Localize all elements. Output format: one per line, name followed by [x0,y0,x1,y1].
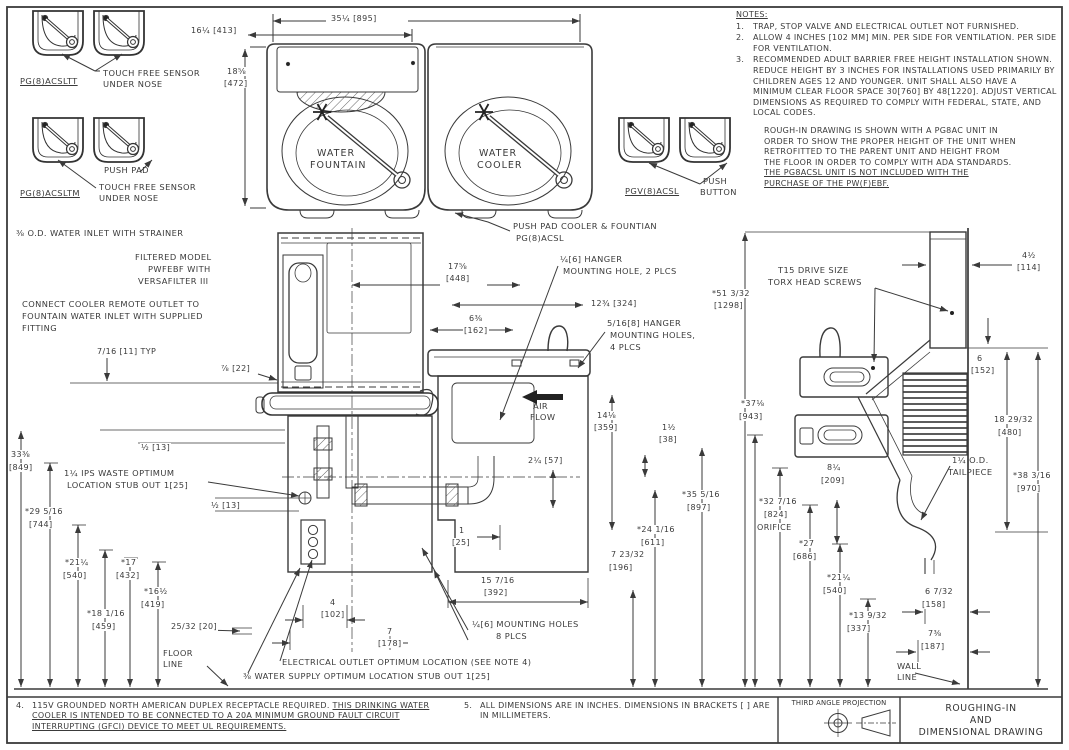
dim-25-in: 1 [459,526,465,535]
dim-824-in: *32 7/16 [759,497,797,506]
dim-540-right-mm: [540] [823,586,847,595]
under-nose-label: UNDER NOSE [99,193,159,203]
model-label-pg8acsltt: PG(8)ACSLTT [20,76,78,86]
hanger-holes-callout: 5/16[8] HANGER [607,318,682,328]
dim-1298-in: *51 3/32 [712,289,750,298]
dim-162-in: 6⅜ [469,314,483,323]
dim-448-mm: [448] [446,274,470,283]
dim-611-mm: [611] [641,538,665,547]
dim-849-mm: [849] [9,463,33,472]
dim-540-left-in: *21¼ [65,558,89,567]
dim-459-mm: [459] [92,622,116,631]
dim-943-mm: [943] [739,412,763,421]
dim-744-in: *29 5/16 [25,507,63,516]
rough-in-paragraph: ROUGH-IN DRAWING IS SHOWN WITH A PG8AC UNIT IN ORDER TO SHOW THE PROPER HEIGHT OF THE UNIT WHEN RETROFITTED TO THE PARENT UNIT AND HEIGHT FROM THE FLOOR IN ORDER TO COMPLY WITH ADA STANDARDS. [764,125,1016,167]
electrical-outlet-callout: ELECTRICAL OUTLET OPTIMUM LOCATION (SEE NOTE 4) [282,657,532,667]
model-label-pg8acsltm: PG(8)ACSLTM [20,188,80,198]
note-2: ALLOW 4 INCHES [102 MM] MIN. PER SIDE FOR VENTILATION. PER SIDE FOR VENTILATION. [753,33,1057,53]
title-block-line: AND [969,715,993,726]
connect-cooler-callout: FOUNTAIN WATER INLET WITH SUPPLIED [22,311,203,321]
filtered-model-callout: PWFEBF WITH [148,264,211,274]
title-block [901,703,1061,739]
dim-419-mm: [419] [141,600,165,609]
dim-824-mm: [824] [764,510,788,519]
filtered-model-callout: FILTERED MODEL [135,252,212,262]
hanger-hole-callout: ¼[6] HANGER [560,254,623,264]
dim-187-in: 7⅜ [928,629,942,638]
filtered-model-callout: VERSAFILTER III [138,276,209,286]
dim-196-in: 7 23/32 [611,550,645,559]
dim-114-in: 4½ [1022,251,1036,260]
tailpiece-callout: TAILPIECE [948,467,993,477]
model-label-pgv8acsl: PGV(8)ACSL [625,186,680,196]
water-cooler-label: COOLER [477,160,523,171]
dim-359-mm: [359] [594,423,618,432]
floor-line-label: LINE [163,659,184,669]
notes-title: NOTES: [736,10,768,19]
connect-cooler-callout: CONNECT COOLER REMOTE OUTLET TO [22,299,200,309]
floor-line-label: FLOOR [163,648,193,658]
dim-943-in: *37⅛ [741,399,765,408]
dim-38-mm: [38] [659,435,678,444]
orifice-label: ORIFICE [757,523,792,532]
dim-686-mm: [686] [793,552,817,561]
rough-in-paragraph-underlined: THE PG8ACSL UNIT IS NOT INCLUDED WITH THE PURCHASE OF THE PW(F)EBF. [764,168,969,188]
water-fountain-label: WATER [317,148,356,159]
dim-897-in: *35 5/16 [682,490,720,499]
dim-178-mm: [178] [378,639,402,648]
dim-392-in: 15 7/16 [481,576,515,585]
dim-114-mm: [114] [1017,263,1041,272]
dim-359-in: 14⅛ [597,411,617,420]
push-pad-label: PUSH PAD [104,165,149,175]
dim-448-in: 17⅝ [448,262,468,271]
dim-413: 16¼ [413] [191,26,237,35]
dim-897-mm: [897] [687,503,711,512]
dim-102-mm: [102] [321,610,345,619]
torx-screws-callout: TORX HEAD SCREWS [768,277,862,287]
dim-1298-mm: [1298] [714,301,744,310]
dim-540-right-in: *21¼ [827,573,851,582]
dim-20: 25/32 [20] [171,622,218,631]
dim-102-in: 4 [330,598,336,607]
dim-392-mm: [392] [484,588,508,597]
dim-895: 35¼ [895] [331,14,377,23]
air-flow-label: AIR [533,401,549,411]
dim-970-in: *38 3/16 [1013,471,1051,480]
push-button-label: PUSH [703,176,728,186]
dim-337-mm: [337] [847,624,871,633]
touch-free-sensor-label: TOUCH FREE SENSOR [99,182,197,192]
dim-25-mm: [25] [452,538,471,547]
dim-11-typ: 7/16 [11] TYP [97,347,157,356]
dim-480-in: 18 29/32 [994,415,1033,424]
dim-178-in: 7 [387,627,393,636]
dim-209-mm: [209] [821,476,845,485]
water-inlet-callout: ⅜ O.D. WATER INLET WITH STRAINER [16,228,184,238]
tailpiece-callout: 1¼ O.D. [952,455,989,465]
torx-screws-callout: T15 DRIVE SIZE [778,265,849,275]
dim-970-mm: [970] [1017,484,1041,493]
dim-196-mm: [196] [609,563,633,572]
push-button-label: BUTTON [700,187,737,197]
connect-cooler-callout: FITTING [22,323,58,333]
dim-324: 12¾ [324] [591,299,637,308]
dim-209-in: 8¼ [827,463,841,472]
mounting-holes-callout: 8 PLCS [496,631,528,641]
third-angle-projection-label: THIRD ANGLE PROJECTION [791,699,887,707]
ips-waste-callout: LOCATION STUB OUT 1[25] [67,480,189,490]
dim-540-left-mm: [540] [63,571,87,580]
dim-611-in: *24 1/16 [637,525,675,534]
dim-158-mm: [158] [922,600,946,609]
notes-block: NOTES: 1. TRAP, STOP VALVE AND ELECTRICAL OUTLET NOT FURNISHED. 2. ALLOW 4 INCHES [102 MM] MIN. PER SIDE FOR VENTILATION. PER SIDE FOR VENTILATION. 3. RECOMMENDED ADULT BARRIER FREE HEIGHT INSTALLATION SHOWN. REDUCE HEIGHT BY 3 INCHES FOR INSTALLATIONS USED PRIMARILY BY CHILDREN AGES 12 AND YOUNGER. UNIT SHALL ALSO HAVE A MINIMUM CLEAR FLOOR SPACE 30[760] BY 48[1220]. ADJUST VERTICAL DIMENSIONS AS REQUIRED TO COMPLY WITH FEDERAL, STATE, AND LOCAL CODES. ROUGH-IN DRAWING IS SHOWN WITH A PG8AC UNIT IN ORDER TO SHOW THE PROPER HEIGHT OF THE UNIT WHEN RETROFITTED TO THE PARENT UNIT AND HEIGHT FROM THE FLOOR IN ORDER TO COMPLY WITH ADA STANDARDS. THE PG8ACSL UNIT IS NOT INCLUDED WITH THE PURCHASE OF THE PW(F)EBF. [736,10,1057,188]
push-pad-cooler-callout: PG(8)ACSL [516,233,564,243]
water-fountain-label: FOUNTAIN [310,160,367,171]
footer-note-4: 4. 115V GROUNDED NORTH AMERICAN DUPLEX RECEPTACLE REQUIRED. THIS DRINKING WATER COOLER IS INTENDED TO BE CONNECTED TO A 20A MINIMUM GROUND FAULT CIRCUIT INTERRUPTING (GFCI) DEVICE TO MEET UL REQUIREMENTS. [16,701,430,731]
water-supply-callout: ⅜ WATER SUPPLY OPTIMUM LOCATION STUB OUT 1[25] [243,671,491,681]
footer-note-5: 5. ALL DIMENSIONS ARE IN INCHES. DIMENSIONS IN BRACKETS [ ] ARE IN MILLIMETERS. [464,701,770,721]
hanger-holes-callout: MOUNTING HOLES, [610,330,696,340]
dim-419-in: *16½ [144,587,168,596]
dim-57: 2¼ [57] [528,456,563,465]
dim-152-in: 6 [977,354,983,363]
dim-162-mm: [162] [464,326,488,335]
note-1: TRAP, STOP VALVE AND ELECTRICAL OUTLET NOT FURNISHED. [753,21,1020,31]
dim-38-in: 1½ [662,423,676,432]
dim-432-mm: [432] [116,571,140,580]
title-block-line: DIMENSIONAL DRAWING [918,727,1044,738]
note-3: RECOMMENDED ADULT BARRIER FREE HEIGHT INSTALLATION SHOWN. REDUCE HEIGHT BY 3 INCHES FOR INSTALLATIONS USED PRIMARILY BY CHILDREN AGES 12 AND YOUNGER. UNIT SHALL ALSO HAVE A MINIMUM CLEAR FLOOR SPACE 30[760] BY 48[1220]. ADJUST VERTICAL DIMENSIONS AS REQUIRED TO COMPLY WITH FEDERAL, STATE, AND LOCAL CODES. [753,55,1057,118]
under-nose-label: UNDER NOSE [103,79,163,89]
dim-472-mm: [472] [224,79,248,88]
dim-22: ⅞ [22] [221,364,251,373]
air-flow-label: FLOW [530,412,556,422]
dim-152-mm: [152] [971,366,995,375]
water-cooler-label: WATER [479,148,518,159]
dim-686-in: *27 [799,539,815,548]
dim-432-in: *17 [121,558,137,567]
dim-744-mm: [744] [29,520,53,529]
dim-337-in: *13 9/32 [849,611,887,620]
hanger-hole-callout: MOUNTING HOLE, 2 PLCS [563,266,677,276]
dim-472-in: 18⅝ [227,67,247,76]
dim-849-in: 33⅜ [11,450,31,459]
dim-480-mm: [480] [998,428,1022,437]
push-pad-cooler-callout: PUSH PAD COOLER & FOUNTIAN [513,221,658,231]
dim-459-in: *18 1/16 [87,609,125,618]
dim-187-mm: [187] [921,642,945,651]
touch-free-sensor-label: TOUCH FREE SENSOR [103,68,201,78]
dim-158-in: 6 7/32 [925,587,953,596]
title-block-line: ROUGHING-IN [945,703,1017,714]
mounting-holes-callout: ¼[6] MOUNTING HOLES [472,619,579,629]
ips-waste-callout: 1¼ IPS WASTE OPTIMUM [64,468,175,478]
dim-13-lower: ½ [13] [211,501,241,510]
hanger-holes-callout: 4 PLCS [610,342,642,352]
wall-line-label: LINE [897,672,918,682]
dim-13-upper: ½ [13] [141,443,171,452]
wall-line-label: WALL [897,661,922,671]
